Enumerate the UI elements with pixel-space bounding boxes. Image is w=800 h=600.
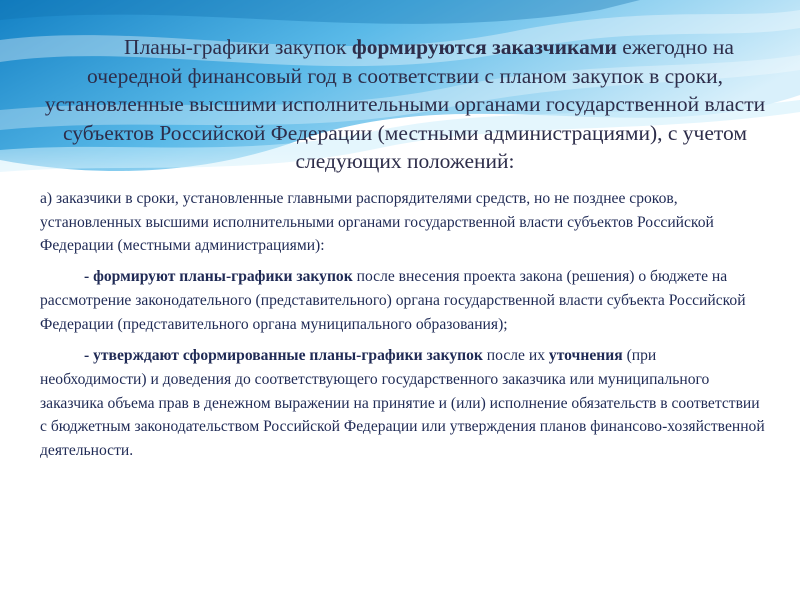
list-item-approve xyxy=(40,344,765,463)
list-item-approve-text-1: после их xyxy=(482,347,549,365)
slide-body xyxy=(40,187,765,463)
list-item-approve-bold-2: уточнения xyxy=(548,347,623,365)
list-item-form-text: после внесения проекта закона (решения) о бюджете на рассмотрение законодательного (представительного) органа государственной власти субъекта Российской Федерации (представительного органа муниципального образования); xyxy=(40,268,746,333)
list-item-approve-text-2: (при необходимости) и доведения до соответствующего государственного заказчика или муниципального заказчика объема прав в денежном выражении на принятие и (или) исполнение обязательств в соответствии с бюджетным законодательством Российской Федерации или утверждения планов финансово-хозяйственной деятельности. xyxy=(40,347,765,460)
heading-text-rest: ежегодно на очередной финансовый год в соответствии с планом закупок в сроки, установленные высшими исполнительными органами государственной власти субъектов Российской Федерации (местными администрациями), с учетом следующих положений: xyxy=(44,35,766,173)
slide-heading xyxy=(40,33,770,176)
list-item-form xyxy=(40,265,765,336)
list-item-approve-bold: - утверждают сформированные планы-графики закупок xyxy=(84,347,483,365)
heading-text-start: Планы-графики закупок xyxy=(124,35,352,59)
paragraph-a: а) заказчики в сроки, установленные главными распорядителями средств, но не позднее сроков, установленных высшими исполнительными органами государственной власти субъектов Российской Федерации (местными администрациями): xyxy=(40,190,714,255)
heading-emphasis: формируются заказчиками xyxy=(351,35,617,59)
list-item-form-bold: - формируют планы-графики закупок xyxy=(84,268,353,286)
